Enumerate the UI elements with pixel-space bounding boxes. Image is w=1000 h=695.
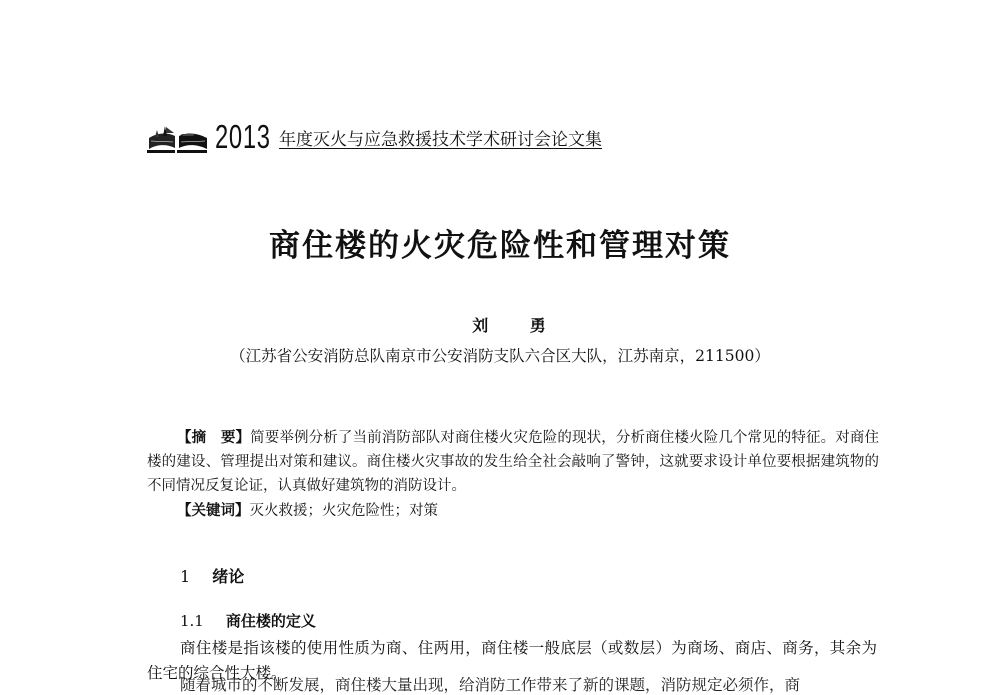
body-paragraph: 商住楼是指该楼的使用性质为商、住两用，商住楼一般底层（或数层）为商场、商店、商务，其余为住宅的综合性大楼。: [147, 639, 877, 682]
subsection-number: 1.1: [180, 612, 204, 630]
keywords-block: [177, 500, 877, 522]
section-title: 绪论: [212, 567, 245, 586]
header-year: 2013: [215, 118, 271, 155]
article-author: 刘 勇: [472, 316, 564, 335]
article-title: 商住楼的火灾危险性和管理对策: [269, 228, 731, 264]
body-paragraph-partial: 随着城市的不断发展，商住楼大量出现，给消防工作带来了新的课题，消防规定必须作，商: [180, 676, 801, 694]
keywords-label: 【关键词】: [177, 503, 250, 519]
subsection-heading: [180, 610, 316, 632]
header-series-title: 年度灭火与应急救援技术学术研讨会论文集: [279, 130, 602, 150]
section-number: 1: [180, 567, 191, 586]
open-book-ship-logo-icon: [145, 124, 209, 154]
abstract-block: [147, 426, 879, 498]
running-header: [145, 118, 625, 158]
article-affiliation: （江苏省公安消防总队南京市公安消防支队六合区大队，江苏南京，211500）: [230, 347, 770, 365]
keywords-text: 灭火救援；火灾危险性；对策: [249, 503, 438, 519]
body-paragraph-cutoff: [147, 676, 877, 694]
section-heading: [180, 566, 244, 588]
abstract-label: 【摘 要】: [177, 430, 251, 446]
subsection-title: 商住楼的定义: [225, 612, 316, 630]
abstract-text: 简要举例分析了当前消防部队对商住楼火灾危险的现状，分析商住楼火险几个常见的特征。对商住楼的建设、管理提出对策和建议。商住楼火灾事故的发生给全社会敲响了警钟，这就要求设计单位要根据建筑物的不同情况反复论证，认真做好建筑物的消防设计。: [147, 430, 879, 494]
